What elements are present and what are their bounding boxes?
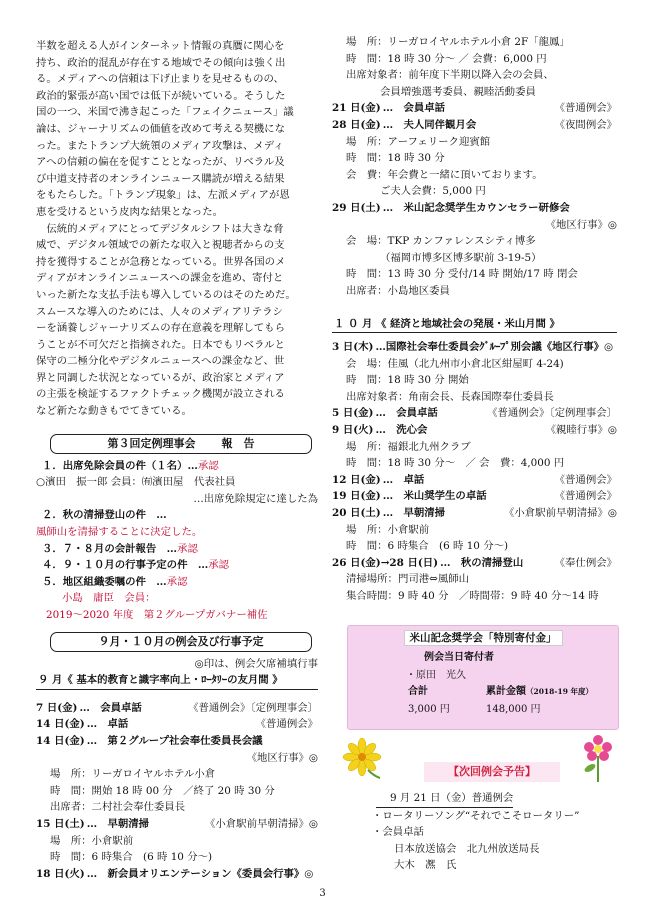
schedule-entry (36, 700, 318, 717)
entry-title: … 新会員オリエンテーション《委員会行事》◎ (86, 867, 314, 880)
article-line: ーを涵養しジャーナリズムの存在意義を理解してもら (36, 322, 285, 335)
report-item (36, 607, 318, 624)
entry-title: … 会員卓話 (375, 407, 438, 420)
entry-title: … 早朝清掃 (86, 817, 150, 830)
article-line: 半数を超える人がインターネット情報の真贋に関心を (36, 40, 285, 52)
entry-category: 《普通例会》 (554, 490, 617, 503)
entry-title: … 第２グループ社会奉仕委員長会議 (86, 734, 263, 747)
entry-date: 3 日(木) (332, 341, 374, 354)
entry-category: 《夜間例会》 (554, 118, 617, 131)
entry-date: 21 日(金) (332, 102, 381, 115)
entry-date: 14 日(金) (36, 734, 85, 747)
total-value: 3,000 円 (408, 704, 450, 715)
schedule-entry (36, 866, 318, 883)
entry-detail: 時 間：18 時 30 分 開始 (346, 374, 469, 387)
report-item-status: 承認 (166, 575, 188, 588)
donor-name: ・原田 光久 (406, 670, 466, 681)
next-meeting-org: 日本放送協会 北九州放送局長 (394, 842, 540, 855)
article-line: 恵を受けるという皮肉な結果となった。 (36, 205, 224, 218)
entry-category: 《地区行事》◎ (545, 218, 617, 231)
entry-category: 《親睦行事》◎ (545, 424, 617, 437)
next-meeting-song: ・ロータリーソング“それでこそロータリー” (372, 809, 580, 822)
schedule-entry (332, 405, 617, 422)
schedule-entry (332, 472, 617, 489)
entry-detail: 出席対象者：角南会長、長森国際奉仕委員長 (346, 390, 554, 403)
entry-title: …国際社会奉仕委員会ｸﾞﾙｰﾌﾟ別会議《地区行事》◎ (375, 341, 614, 354)
entry-detail: 会員増強選考委員、親睦活動委員 (380, 85, 536, 98)
schedule-title: ９月・１０月の例会及び行事予定 (98, 634, 264, 648)
entry-detail: 時 間：18 時 30 分～ ／ 会 費：4,000 円 (346, 457, 565, 470)
article-line: ディアがオンラインニュースへの課金を進め、寄付と (36, 272, 284, 285)
schedule-entry (36, 716, 318, 733)
entry-title: … 米山奨学生の卓話 (382, 490, 487, 503)
entry-detail: 時 間：13 時 30 分 受付/14 時 開始/17 時 閉会 (346, 268, 578, 281)
entry-title: … 米山記念奨学生カウンセラー研修会 (382, 201, 570, 214)
entry-detail: 時 間：開始 18 時 00 分 ／終了 20 時 30 分 (50, 784, 275, 797)
entry-date: 12 日(金) (332, 473, 381, 486)
sept-schedule-continued (332, 34, 617, 100)
cumulative-value: 148,000 円 (486, 704, 541, 715)
article-line: いった新たな支払手法も導入しているのはそのためだ。 (36, 288, 296, 301)
report-item (36, 524, 318, 541)
entry-date: 15 日(土) (36, 817, 85, 830)
entry-detail: 場 所：小倉駅前 (346, 523, 430, 536)
next-meeting-speaker: 大木 凞 氏 (394, 859, 457, 872)
entry-detail: 時 間：6 時集合 (6 時 10 分～) (346, 540, 509, 553)
report-item-label: １．出席免除会員の件（１名）… (42, 459, 198, 472)
entry-detail: 時 間：6 時集合 (6 時 10 分～) (50, 851, 213, 864)
entry-date: 29 日(土) (332, 201, 381, 214)
entry-date: 9 日(火) (332, 424, 374, 437)
entry-category: 《普通例会》 (554, 102, 617, 115)
entry-detail: 会 場：佳風（北九州市小倉北区紺屋町 4-24) (346, 357, 564, 370)
right-column (332, 34, 617, 605)
report-item (36, 474, 318, 491)
entry-detail: 会 場：TKP カンファレンスシティ博多 (346, 235, 536, 248)
entry-date: 19 日(金) (332, 490, 381, 503)
article-line: 伝統的メディアにとってデジタルシフトは大きな脅 (36, 222, 284, 235)
report-item-label: ５．地区組織委嘱の件 … (42, 575, 167, 588)
report-item-status: 承認 (208, 559, 230, 572)
report-item-label: ３．７・８月の会計報告 … (42, 542, 178, 555)
report-item (36, 590, 318, 607)
entry-detail: 時 間：18 時 30 分 (346, 152, 445, 165)
article-body (36, 38, 318, 420)
cumulative-label-note: （2018-19 年度） (526, 687, 594, 696)
entry-date: 20 日(土) (332, 507, 381, 520)
article-line: をもたらした。「トランプ現象」は、左派メディアが恩 (36, 189, 290, 202)
entry-title: … 卓話 (86, 718, 129, 731)
next-meeting-section (372, 762, 612, 874)
entry-date: 14 日(金) (36, 718, 85, 731)
entry-detail: 場 所：アーフェリーク迎賓館 (346, 135, 491, 148)
report-title-suffix: 報 告 (221, 436, 255, 450)
report-item-label: 小島 庸臣 会員： (62, 592, 156, 605)
report-item-label: ○濱田 振一郎 会員：㈲濱田屋 代表社員 (36, 476, 236, 489)
next-meeting-speech: ・会員卓話 (372, 826, 424, 839)
sept-schedule-right (332, 100, 617, 299)
entry-category: 《小倉駅前早朝清掃》◎ (504, 507, 617, 520)
left-column (36, 38, 318, 882)
report-title-box (50, 434, 312, 454)
entry-detail: 清掃場所：門司港⇔風師山 (346, 573, 470, 586)
entry-detail: 集合時間：9 時 40 分 ／時間帯：9 時 40 分～14 時 (346, 590, 599, 602)
report-list (36, 458, 318, 624)
entry-title: … 洗心会 (375, 424, 428, 437)
entry-detail: 場 所：小倉駅前 (50, 834, 134, 847)
donation-title-wrap (348, 630, 618, 647)
entry-category: 《普通例会》 (554, 473, 617, 486)
report-item (36, 507, 318, 524)
entry-category: 《小倉駅前早朝清掃》◎ (205, 817, 318, 830)
article-line: 威で、デジタル領域での新たな収入と視聴者からの支 (36, 239, 285, 252)
report-item-status: 承認 (177, 542, 198, 555)
entry-date: 18 日(火) (36, 867, 85, 880)
entry-detail: 場 所：リーガロイヤルホテル小倉 (50, 768, 216, 781)
article-line: スムースな導入のためには、人々のメディアリテラシ (36, 305, 283, 318)
donation-subtitle: 例会当日寄付者 (424, 652, 494, 663)
report-item (36, 458, 318, 475)
article-line: 論は、ジャーナリズムの価値を改めて考える契機にな (36, 122, 285, 135)
article-line: うことが不可欠だと指摘された。日本でもリベラルと (36, 338, 285, 351)
cumulative-label-text: 累計金額 (486, 686, 526, 697)
entry-date: 26 日(金)→28 日(日) (332, 556, 439, 569)
report-item-label: 風師山を清掃することに決定した。 (36, 526, 203, 539)
report-item (36, 574, 318, 591)
report-item (36, 541, 318, 558)
entry-title: … 卓話 (382, 473, 425, 486)
article-line: 界と同調した状況となっているが、政治家とメディア (36, 371, 285, 384)
entry-date: 5 日(金) (332, 407, 374, 420)
oct-theme: １ ０ 月 《 経済と地域社会の発展・米山月間 》 (332, 316, 617, 334)
schedule-title-box (50, 632, 312, 652)
entry-detail: 場 所：福銀北九州クラブ (346, 440, 471, 453)
article-line: び中道支持者のオンラインニュース購読が増える結果 (36, 172, 285, 185)
report-item-label: ４．９・１０月の行事予定の件 … (42, 559, 209, 572)
sept-schedule-left (36, 700, 318, 883)
article-line: 持を獲得することが急務となっている。世界各国のメ (36, 255, 286, 268)
next-meeting-title: 【次回例会予告】 (424, 762, 560, 782)
next-meeting-date: 9 月 21 日（金）普通例会 (376, 790, 513, 808)
schedule-entry (36, 733, 318, 750)
entry-title: … 会員卓話 (79, 701, 142, 714)
entry-detail: 出席者：小島地区委員 (346, 284, 450, 297)
report-item-label: ２．秋の清掃登山の件 … (42, 509, 167, 522)
page-number: 3 (319, 888, 326, 899)
entry-category: 《普通例会》〔定例理事会〕 (188, 701, 318, 714)
report-item (36, 491, 318, 508)
entry-title: … 会員卓話 (382, 102, 446, 115)
article-line: 政治的緊張が高い国では低下が続いている。そうした (36, 89, 286, 102)
schedule-entry (332, 488, 617, 505)
report-title: 第３回定例理事会 (107, 436, 196, 450)
total-label: 合計 (408, 686, 428, 697)
report-item-label: 2019～2020 年度 第２グループガバナー補佐 (46, 609, 268, 621)
report-item (36, 557, 318, 574)
schedule-entry (332, 200, 617, 217)
report-item-label: …出席免除規定に達した為 (193, 492, 318, 505)
entry-detail: 会 費：年会費と一緒に頂いております。 (346, 168, 543, 181)
schedule-entry (332, 422, 617, 439)
schedule-entry (332, 555, 617, 572)
entry-date: 7 日(金) (36, 701, 78, 714)
schedule-note: ◎印は、例会欠席補填行事 (194, 657, 318, 670)
schedule-entry (332, 505, 617, 522)
schedule-entry (332, 117, 617, 134)
schedule-entry (36, 816, 318, 833)
entry-detail: 出席対象者：前年度下半期以降入会の会員、 (346, 69, 554, 82)
entry-detail: ご夫人会費：5,000 円 (380, 185, 486, 198)
entry-category: 《奉仕例会》 (554, 556, 617, 569)
entry-detail: （福岡市博多区博多駅前 3-19-5） (380, 251, 542, 264)
entry-detail: 場 所：リーガロイヤルホテル小倉 2F「龍鳳」 (346, 36, 570, 48)
article-line: った。またトランプ大統領のメディア攻撃は、メディ (36, 139, 284, 152)
donation-title: 米山記念奨学会「特別寄付金」 (404, 630, 563, 646)
article-line: の主張を検証するファクトチェック機関が設立される (36, 388, 285, 401)
entry-title: … 秋の清掃登山 (440, 556, 524, 569)
entry-category: 《普通例会》〔定例理事会〕 (487, 407, 617, 420)
entry-date: 28 日(金) (332, 118, 381, 131)
entry-title: … 夫人同伴観月会 (382, 118, 477, 131)
oct-schedule (332, 339, 617, 605)
article-line: など新たな動きもでてきている。 (36, 405, 192, 418)
article-line: る。メディアへの信頼は下げ止まりを見せるものの、 (36, 73, 284, 86)
article-line: 国の一つ、米国で沸き起こった「フェイクニュース」議 (36, 106, 294, 119)
article-line: 保守の二極分化やデジタルニュースへの課金など、世 (36, 355, 285, 368)
entry-title: … 早朝清掃 (382, 507, 446, 520)
article-line: アへの信頼の偏在を促すこととなったが、リベラル及 (36, 156, 285, 169)
entry-detail: 出席者：二村社会奉仕委員長 (50, 801, 186, 814)
sept-theme: ９ 月《 基本的教育と識字率向上・ﾛｰﾀﾘｰの友月間 》 (36, 672, 318, 690)
article-line: 持ち、政治的混乱が存在する地域でその傾向は強く出 (36, 56, 286, 69)
donation-box (347, 625, 619, 730)
schedule-entry (332, 100, 617, 117)
cumulative-label (486, 684, 593, 701)
report-item-status: 承認 (197, 459, 219, 472)
entry-category: 《普通例会》 (255, 718, 318, 731)
entry-category: 《地区行事》◎ (246, 751, 318, 764)
schedule-entry (332, 339, 617, 356)
entry-detail: 時 間：18 時 30 分～ ／ 会費：6,000 円 (346, 52, 547, 65)
